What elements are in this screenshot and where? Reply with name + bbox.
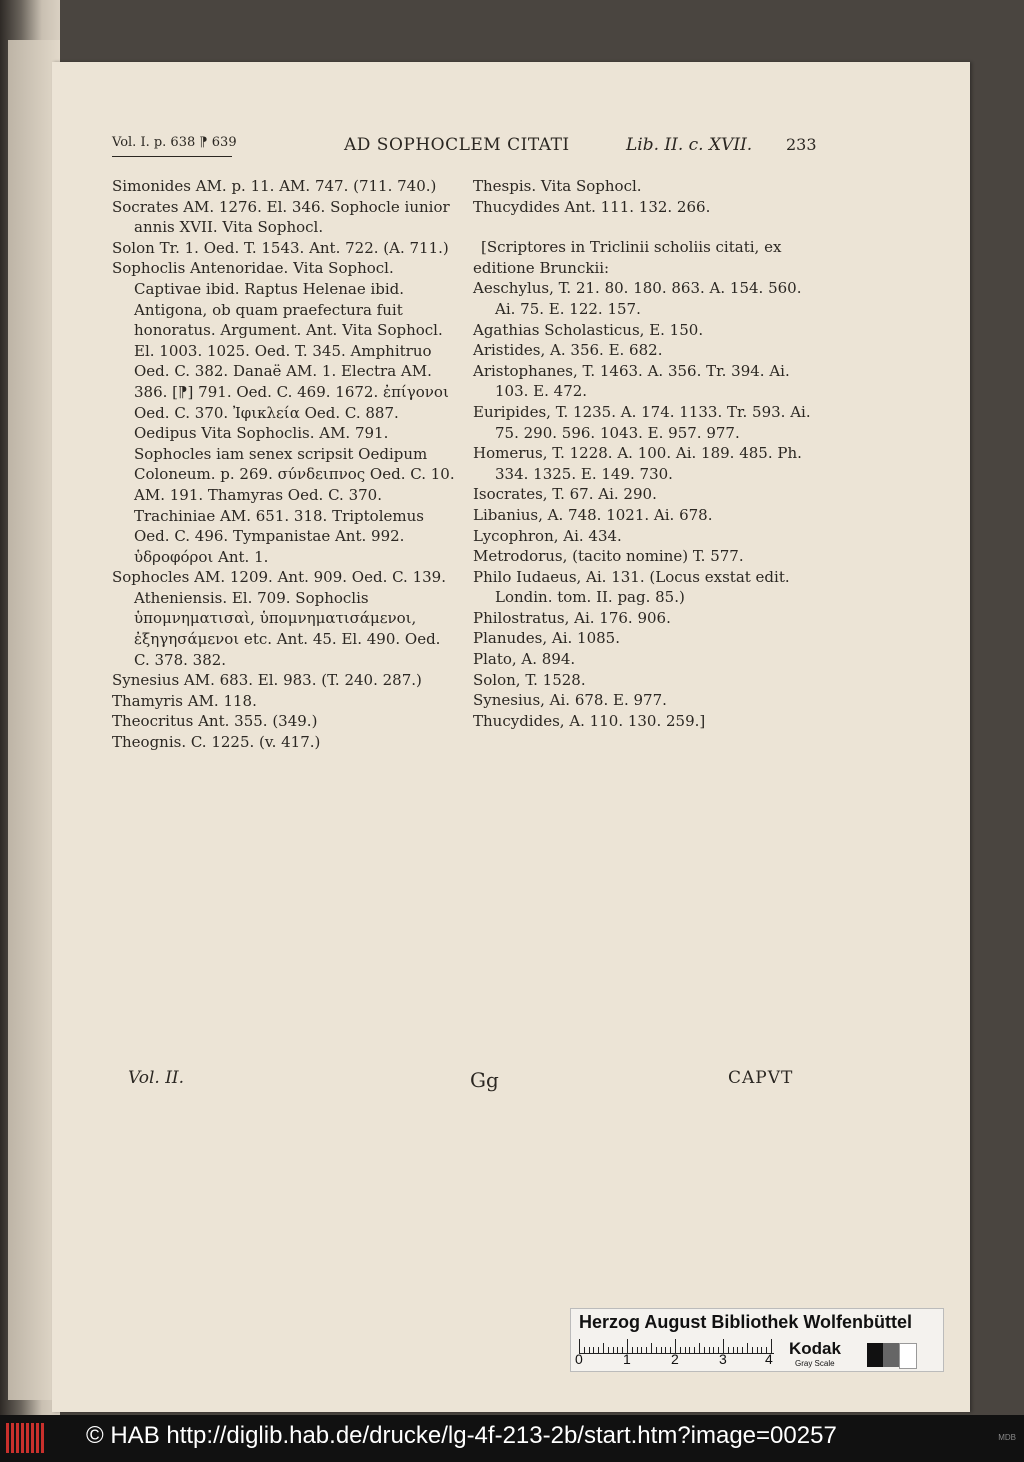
hab-logo-icon bbox=[6, 1423, 44, 1453]
ruler-tick bbox=[709, 1347, 710, 1353]
index-entry: Agathias Scholasticus, E. 150. bbox=[473, 320, 704, 339]
ruler-tick bbox=[646, 1347, 647, 1353]
index-entry: Aeschylus, T. 21. 80. 180. 863. A. 154. 560. Ai. 75. E. 122. 157. bbox=[473, 279, 802, 318]
white-swatch bbox=[899, 1343, 917, 1369]
index-entry: Aristophanes, T. 1463. A. 356. Tr. 394. Ai. 103. E. 472. bbox=[473, 361, 790, 401]
header-title: AD SOPHOCLEM CITATI bbox=[344, 135, 570, 155]
ruler-number: 1 bbox=[623, 1351, 631, 1367]
index-entry: Aristides, A. 356. E. 682. bbox=[473, 341, 663, 360]
ruler-tick bbox=[685, 1347, 686, 1353]
ruler-tick bbox=[733, 1347, 734, 1353]
page-number: 233 bbox=[786, 135, 817, 154]
index-entry: Thespis. Vita Sophocl. bbox=[473, 177, 642, 195]
left-column bbox=[112, 176, 457, 753]
ruler-tick bbox=[761, 1347, 762, 1353]
ruler-tick bbox=[704, 1347, 705, 1353]
black-swatch bbox=[867, 1343, 883, 1367]
gray-swatch bbox=[883, 1343, 899, 1367]
ruler-tick bbox=[694, 1347, 695, 1353]
kodak-logo: Kodak bbox=[789, 1339, 841, 1358]
ruler-tick bbox=[713, 1347, 714, 1353]
index-entry: Thucydides, A. 110. 130. 259.] bbox=[473, 711, 706, 730]
index-entry: Thamyris AM. 118. bbox=[112, 691, 257, 710]
index-entry: Synesius, Ai. 678. E. 977. bbox=[473, 691, 667, 710]
ruler-number: 4 bbox=[765, 1351, 773, 1367]
ruler-tick bbox=[728, 1347, 729, 1353]
index-entry: Sophocles AM. 1209. Ant. 909. Oed. C. 139. Atheniensis. El. 709. Sophoclis ὑπομνηματισαὶ, ὑπομνηματισάμενοι, ἐξηγησάμενοι etc. Ant. 45. El. 490. Oed. C. 378. 382. bbox=[112, 568, 446, 669]
index-entry: Theocritus Ant. 355. (349.) bbox=[112, 712, 318, 731]
ruler-tick bbox=[641, 1347, 642, 1353]
ruler-number: 2 bbox=[671, 1351, 679, 1367]
ruler-tick bbox=[752, 1347, 753, 1353]
ruler-number: 3 bbox=[719, 1351, 727, 1367]
ruler-tick bbox=[661, 1347, 662, 1353]
ruler-tick bbox=[608, 1347, 609, 1353]
ruler-tick bbox=[584, 1347, 585, 1353]
footer-catchword: CAPVT bbox=[728, 1068, 794, 1088]
index-entry: Thucydides Ant. 111. 132. 266. bbox=[473, 197, 711, 216]
bar-small-label: MDB bbox=[998, 1433, 1016, 1442]
section-intro: [Scriptores in Triclinii scholiis citati, ex editione Brunckii: bbox=[473, 238, 782, 277]
index-entry: Socrates AM. 1276. El. 346. Sophocle iunior annis XVII. Vita Sophocl. bbox=[112, 197, 450, 237]
footer-signature: Gg bbox=[470, 1068, 499, 1092]
index-entry: Philo Iudaeus, Ai. 131. (Locus exstat edit. Londin. tom. II. pag. 85.) bbox=[473, 567, 790, 607]
footer-volume: Vol. II. bbox=[128, 1068, 185, 1088]
ruler-tick bbox=[747, 1343, 748, 1353]
index-entry: Homerus, T. 1228. A. 100. Ai. 189. 485. Ph. 334. 1325. E. 149. 730. bbox=[473, 444, 802, 483]
ruler-tick bbox=[613, 1347, 614, 1353]
ruler-tick bbox=[689, 1347, 690, 1353]
index-entry: Metrodorus, (tacito nomine) T. 577. bbox=[473, 547, 744, 566]
index-entry: Plato, A. 894. bbox=[473, 650, 576, 669]
ruler-tick bbox=[742, 1347, 743, 1353]
spacer bbox=[473, 217, 818, 237]
ruler-tick bbox=[665, 1347, 666, 1353]
ruler-tick bbox=[632, 1347, 633, 1353]
index-entry: Solon Tr. 1. Oed. T. 1543. Ant. 722. (A. 711.) bbox=[112, 238, 449, 257]
index-entry: Theognis. C. 1225. (v. 417.) bbox=[112, 733, 321, 752]
copyright-url[interactable]: © HAB http://diglib.hab.de/drucke/lg-4f-213-2b/start.htm?image=00257 bbox=[86, 1422, 837, 1449]
gray-scale-label: Gray Scale bbox=[795, 1359, 835, 1368]
index-entry: Isocrates, T. 67. Ai. 290. bbox=[473, 485, 657, 504]
color-calibration-card bbox=[570, 1308, 944, 1372]
header-volume-ref: Vol. I. p. 638 ⁋ 639 bbox=[112, 135, 237, 150]
ruler-tick bbox=[737, 1347, 738, 1353]
index-entry: Sophoclis Antenoridae. Vita Sophocl. Captivae ibid. Raptus Helenae ibid. Antigona, ob quam praefectura fuit honoratus. Argument. Ant. Vita Sophocl. El. 1003. 1025. Oed. T. 345. Amphitruo Oed. C. 382. Danaë AM. 1. Electra AM. 386. [⁋] 791. Oed. C. 469. 1672. ἐπίγονοι Oed. C. 370. Ἰφικλεία Oed. C. 887. Oedipus Vita Sophoclis. AM. 791. Sophocles iam senex scripsit Oedipum Coloneum. p. 269. σύνδειπνος Oed. C. 10. AM. 191. Thamyras Oed. C. 370. Trachiniae AM. 651. 318. Triptolemus Oed. C. 496. Tympanistae Ant. 992. ὑδροφόροι Ant. 1. bbox=[112, 259, 455, 566]
ruler-tick bbox=[757, 1347, 758, 1353]
library-name: Herzog August Bibliothek Wolfenbüttel bbox=[579, 1312, 912, 1332]
index-entry: Euripides, T. 1235. A. 174. 1133. Tr. 593. Ai. 75. 290. 596. 1043. E. 957. 977. bbox=[473, 402, 811, 442]
index-entry: Simonides AM. p. 11. AM. 747. (711. 740.) bbox=[112, 177, 437, 195]
ruler-tick bbox=[598, 1347, 599, 1353]
right-column bbox=[473, 176, 818, 731]
ruler-tick bbox=[589, 1347, 590, 1353]
header-underline bbox=[112, 156, 232, 157]
header-book-chapter: Lib. II. c. XVII. bbox=[626, 135, 753, 155]
ruler-tick bbox=[656, 1347, 657, 1353]
index-entry: Planudes, Ai. 1085. bbox=[473, 629, 620, 648]
ruler-tick bbox=[617, 1347, 618, 1353]
ruler-number: 0 bbox=[575, 1351, 583, 1367]
ruler-tick bbox=[593, 1347, 594, 1353]
ruler-tick bbox=[651, 1343, 652, 1353]
bottom-bar bbox=[0, 1415, 1024, 1462]
ruler-tick bbox=[603, 1343, 604, 1353]
ruler-tick bbox=[680, 1347, 681, 1353]
ruler-tick bbox=[637, 1347, 638, 1353]
index-entry: Libanius, A. 748. 1021. Ai. 678. bbox=[473, 505, 713, 524]
index-entry: Philostratus, Ai. 176. 906. bbox=[473, 608, 671, 627]
index-entry: Synesius AM. 683. El. 983. (T. 240. 287.) bbox=[112, 671, 422, 690]
index-entry: Solon, T. 1528. bbox=[473, 670, 586, 689]
index-entry: Lycophron, Ai. 434. bbox=[473, 526, 622, 545]
ruler-tick bbox=[699, 1343, 700, 1353]
